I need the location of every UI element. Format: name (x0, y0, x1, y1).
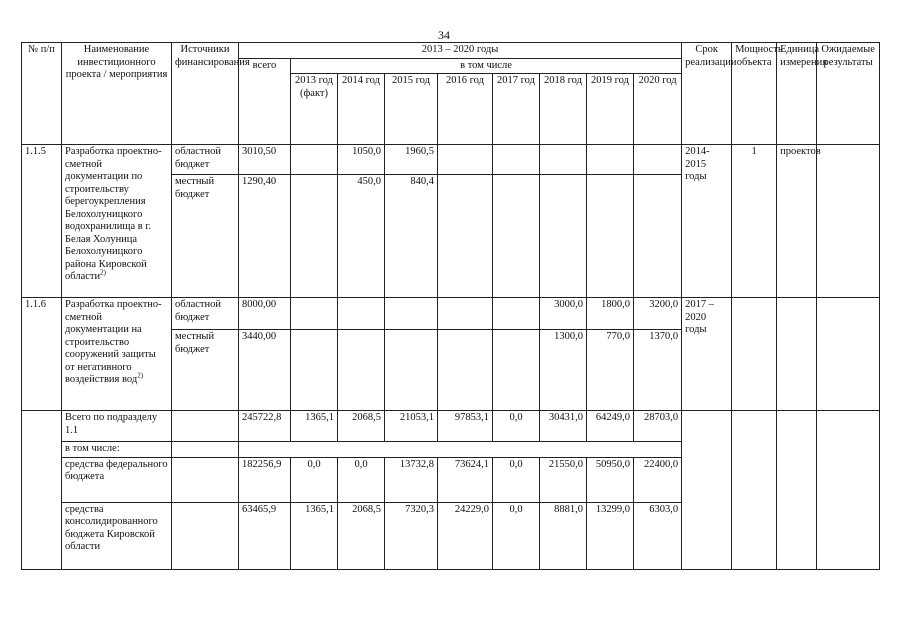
header-name: Наименование инвестиционного проекта / мероприятия (62, 43, 172, 145)
value-cell: 1800,0 (587, 298, 634, 330)
header-period: 2013 – 2020 годы (239, 43, 682, 59)
header-year: 2015 год (385, 74, 438, 145)
empty-cell (172, 502, 239, 569)
totals-source (172, 411, 239, 442)
total-cell: 182256,9 (239, 457, 291, 502)
term-cell (682, 411, 732, 570)
value-cell: 21550,0 (540, 457, 587, 502)
capacity-cell: 1 (732, 145, 777, 298)
header-term: Срок реализации (682, 43, 732, 145)
value-cell (634, 145, 682, 175)
expected-cell (817, 298, 880, 411)
expected-cell (817, 411, 880, 570)
total-cell: 245722,8 (239, 411, 291, 442)
empty-cell (172, 457, 239, 502)
term-cell: 2017 – 2020 годы (682, 298, 732, 411)
header-including: в том числе (291, 58, 682, 74)
total-cell: 8000,00 (239, 298, 291, 330)
project-num: 1.1.5 (22, 145, 62, 298)
value-cell (438, 330, 493, 411)
value-cell: 6303,0 (634, 502, 682, 569)
value-cell (291, 145, 338, 175)
empty-cell (172, 442, 239, 458)
value-cell (587, 145, 634, 175)
value-cell (634, 175, 682, 298)
value-cell: 1365,1 (291, 411, 338, 442)
header-year: 2018 год (540, 74, 587, 145)
value-cell: 50950,0 (587, 457, 634, 502)
source-cell: областной бюджет (172, 145, 239, 175)
project-name-text: Разработка проектно-сметной документации на строительство сооружений защиты от негативного воздействия вод (65, 299, 162, 385)
header-capacity: Мощность объекта (732, 43, 777, 145)
federal-label: средства федерального бюджета (62, 457, 172, 502)
project-name (62, 298, 172, 411)
value-cell: 840,4 (385, 175, 438, 298)
empty-cell (239, 442, 682, 458)
value-cell (493, 330, 540, 411)
header-year: 2019 год (587, 74, 634, 145)
value-cell: 1960,5 (385, 145, 438, 175)
expected-cell (817, 145, 880, 298)
including-label: в том числе: (62, 442, 172, 458)
value-cell: 28703,0 (634, 411, 682, 442)
value-cell: 1365,1 (291, 502, 338, 569)
value-cell (438, 298, 493, 330)
header-year: 2016 год (438, 74, 493, 145)
value-cell: 0,0 (493, 502, 540, 569)
totals-num (22, 411, 62, 570)
header-unit: Единица измерения (777, 43, 817, 145)
project-name (62, 145, 172, 298)
value-cell (493, 145, 540, 175)
unit-cell (777, 411, 817, 570)
value-cell (338, 298, 385, 330)
value-cell (385, 330, 438, 411)
footnote-mark: 2) (100, 268, 106, 277)
header-year: 2014 год (338, 74, 385, 145)
value-cell: 2068,5 (338, 411, 385, 442)
project-name-text: Разработка проектно-сметной документации по строительству берегоукрепления Белохолуницкого водохранилища в г. Белая Холуница Белохолуницкого района Кировской области (65, 146, 162, 282)
value-cell (438, 175, 493, 298)
totals-row (22, 411, 880, 442)
value-cell: 13732,8 (385, 457, 438, 502)
value-cell: 7320,3 (385, 502, 438, 569)
header-expected: Ожидаемые результаты (817, 43, 880, 145)
unit-cell: проектов (777, 145, 817, 298)
project-num: 1.1.6 (22, 298, 62, 411)
source-cell: областной бюджет (172, 298, 239, 330)
value-cell (493, 298, 540, 330)
value-cell (493, 175, 540, 298)
value-cell: 770,0 (587, 330, 634, 411)
capacity-cell (732, 411, 777, 570)
value-cell: 30431,0 (540, 411, 587, 442)
source-cell: местный бюджет (172, 175, 239, 298)
value-cell: 0,0 (493, 457, 540, 502)
value-cell: 2068,5 (338, 502, 385, 569)
value-cell: 0,0 (291, 457, 338, 502)
capacity-cell (732, 298, 777, 411)
value-cell (540, 175, 587, 298)
value-cell (385, 298, 438, 330)
value-cell: 64249,0 (587, 411, 634, 442)
value-cell: 1050,0 (338, 145, 385, 175)
consolidated-label: средства консолидированного бюджета Кировской области (62, 502, 172, 569)
header-num: № п/п (22, 43, 62, 145)
value-cell (438, 145, 493, 175)
value-cell: 3000,0 (540, 298, 587, 330)
value-cell (291, 175, 338, 298)
footnote-mark: 2) (137, 371, 144, 380)
header-sources: Источники финансирования (172, 43, 239, 145)
term-cell: 2014-2015 годы (682, 145, 732, 298)
totals-label: Всего по подразделу 1.1 (62, 411, 172, 442)
total-cell: 1290,40 (239, 175, 291, 298)
value-cell: 0,0 (493, 411, 540, 442)
value-cell: 97853,1 (438, 411, 493, 442)
value-cell: 24229,0 (438, 502, 493, 569)
header-year: 2017 год (493, 74, 540, 145)
value-cell: 13299,0 (587, 502, 634, 569)
value-cell: 73624,1 (438, 457, 493, 502)
value-cell: 21053,1 (385, 411, 438, 442)
total-cell: 3010,50 (239, 145, 291, 175)
value-cell: 450,0 (338, 175, 385, 298)
value-cell (587, 175, 634, 298)
total-cell: 63465,9 (239, 502, 291, 569)
source-cell: местный бюджет (172, 330, 239, 411)
header-row-1 (22, 43, 880, 59)
unit-cell (777, 298, 817, 411)
header-total: всего (239, 58, 291, 145)
header-year: 2013 год (факт) (291, 74, 338, 145)
value-cell: 1300,0 (540, 330, 587, 411)
value-cell (338, 330, 385, 411)
table-row (22, 145, 880, 175)
value-cell: 8881,0 (540, 502, 587, 569)
table-row (22, 298, 880, 330)
page-number: 34 (438, 28, 450, 42)
value-cell (291, 298, 338, 330)
value-cell: 22400,0 (634, 457, 682, 502)
value-cell: 1370,0 (634, 330, 682, 411)
value-cell (540, 145, 587, 175)
value-cell (291, 330, 338, 411)
total-cell: 3440,00 (239, 330, 291, 411)
investment-table (21, 42, 880, 570)
header-year: 2020 год (634, 74, 682, 145)
value-cell: 3200,0 (634, 298, 682, 330)
value-cell: 0,0 (338, 457, 385, 502)
